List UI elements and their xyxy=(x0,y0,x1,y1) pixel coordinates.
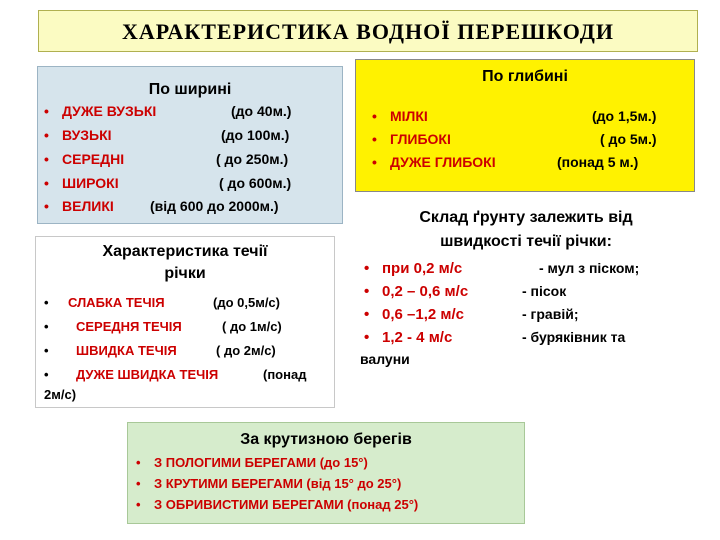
ground-panel xyxy=(356,203,696,378)
ground-item-soil-cont: валуни xyxy=(360,351,410,367)
depth-item: • ГЛИБОКІ xyxy=(372,131,451,147)
banks-panel xyxy=(127,422,525,524)
flow-item-value: (до 0,5м/с) xyxy=(213,295,280,310)
depth-panel xyxy=(355,59,695,192)
ground-item: • 0,2 – 0,6 м/с xyxy=(364,283,469,300)
depth-item: • МІЛКІ xyxy=(372,108,428,124)
ground-heading-cont: швидкості течії річки: xyxy=(440,233,612,250)
flow-item: • СЛАБКА ТЕЧІЯ xyxy=(44,295,165,310)
flow-item-value-cont: 2м/с) xyxy=(44,387,77,402)
flow-item: • ДУЖЕ ШВИДКА ТЕЧІЯ xyxy=(44,367,219,382)
ground-item-soil: - пісок xyxy=(522,283,567,299)
flow-item: • СЕРЕДНЯ ТЕЧІЯ xyxy=(44,319,182,334)
flow-item-value: ( до 1м/с) xyxy=(222,319,282,334)
banks-heading: За крутизною берегів xyxy=(240,431,412,448)
width-item-value: ( до 250м.) xyxy=(216,151,289,167)
depth-heading: По глибині xyxy=(482,68,568,85)
page-title: ХАРАКТЕРИСТИКА ВОДНОЇ ПЕРЕШКОДИ xyxy=(38,10,698,52)
flow-heading: Характеристика течії xyxy=(102,243,268,260)
ground-item-soil: - мул з піском; xyxy=(539,260,640,276)
ground-item-soil: - гравій; xyxy=(522,306,579,322)
width-item-value: (від 600 до 2000м.) xyxy=(150,198,279,214)
width-item: • ШИРОКІ xyxy=(44,175,119,191)
flow-item-value: ( до 2м/с) xyxy=(216,343,276,358)
ground-item: • 0,6 –1,2 м/с xyxy=(364,306,464,323)
ground-heading: Склад ґрунту залежить від xyxy=(419,209,633,226)
width-item: • ДУЖЕ ВУЗЬКІ xyxy=(44,103,157,119)
banks-item: • З КРУТИМИ БЕРЕГАМИ (від 15° до 25°) xyxy=(136,476,402,491)
flow-item: • ШВИДКА ТЕЧІЯ xyxy=(44,343,177,358)
width-panel xyxy=(37,66,343,224)
width-item-value: ( до 600м.) xyxy=(219,175,292,191)
ground-item: • при 0,2 м/с xyxy=(364,260,463,277)
width-item: • ВУЗЬКІ xyxy=(44,127,112,143)
depth-item: • ДУЖЕ ГЛИБОКІ xyxy=(372,154,496,170)
flow-heading-cont: річки xyxy=(164,265,206,282)
banks-item: • З ОБРИВИСТИМИ БЕРЕГАМИ (понад 25°) xyxy=(136,497,419,512)
width-item-value: (до 100м.) xyxy=(221,127,290,143)
ground-item: • 1,2 - 4 м/с xyxy=(364,329,453,346)
flow-item-value: (понад xyxy=(263,367,307,382)
ground-item-soil: - буряківник та xyxy=(522,329,626,345)
width-item: • СЕРЕДНІ xyxy=(44,151,125,167)
width-item-value: (до 40м.) xyxy=(231,103,292,119)
depth-item-value: ( до 5м.) xyxy=(600,131,657,147)
depth-item-value: (понад 5 м.) xyxy=(557,154,639,170)
flow-panel xyxy=(35,236,335,408)
width-heading: По ширині xyxy=(148,81,232,98)
depth-item-value: (до 1,5м.) xyxy=(592,108,657,124)
width-item: • ВЕЛИКІ xyxy=(44,198,114,214)
banks-item: • З ПОЛОГИМИ БЕРЕГАМИ (до 15°) xyxy=(136,455,368,470)
